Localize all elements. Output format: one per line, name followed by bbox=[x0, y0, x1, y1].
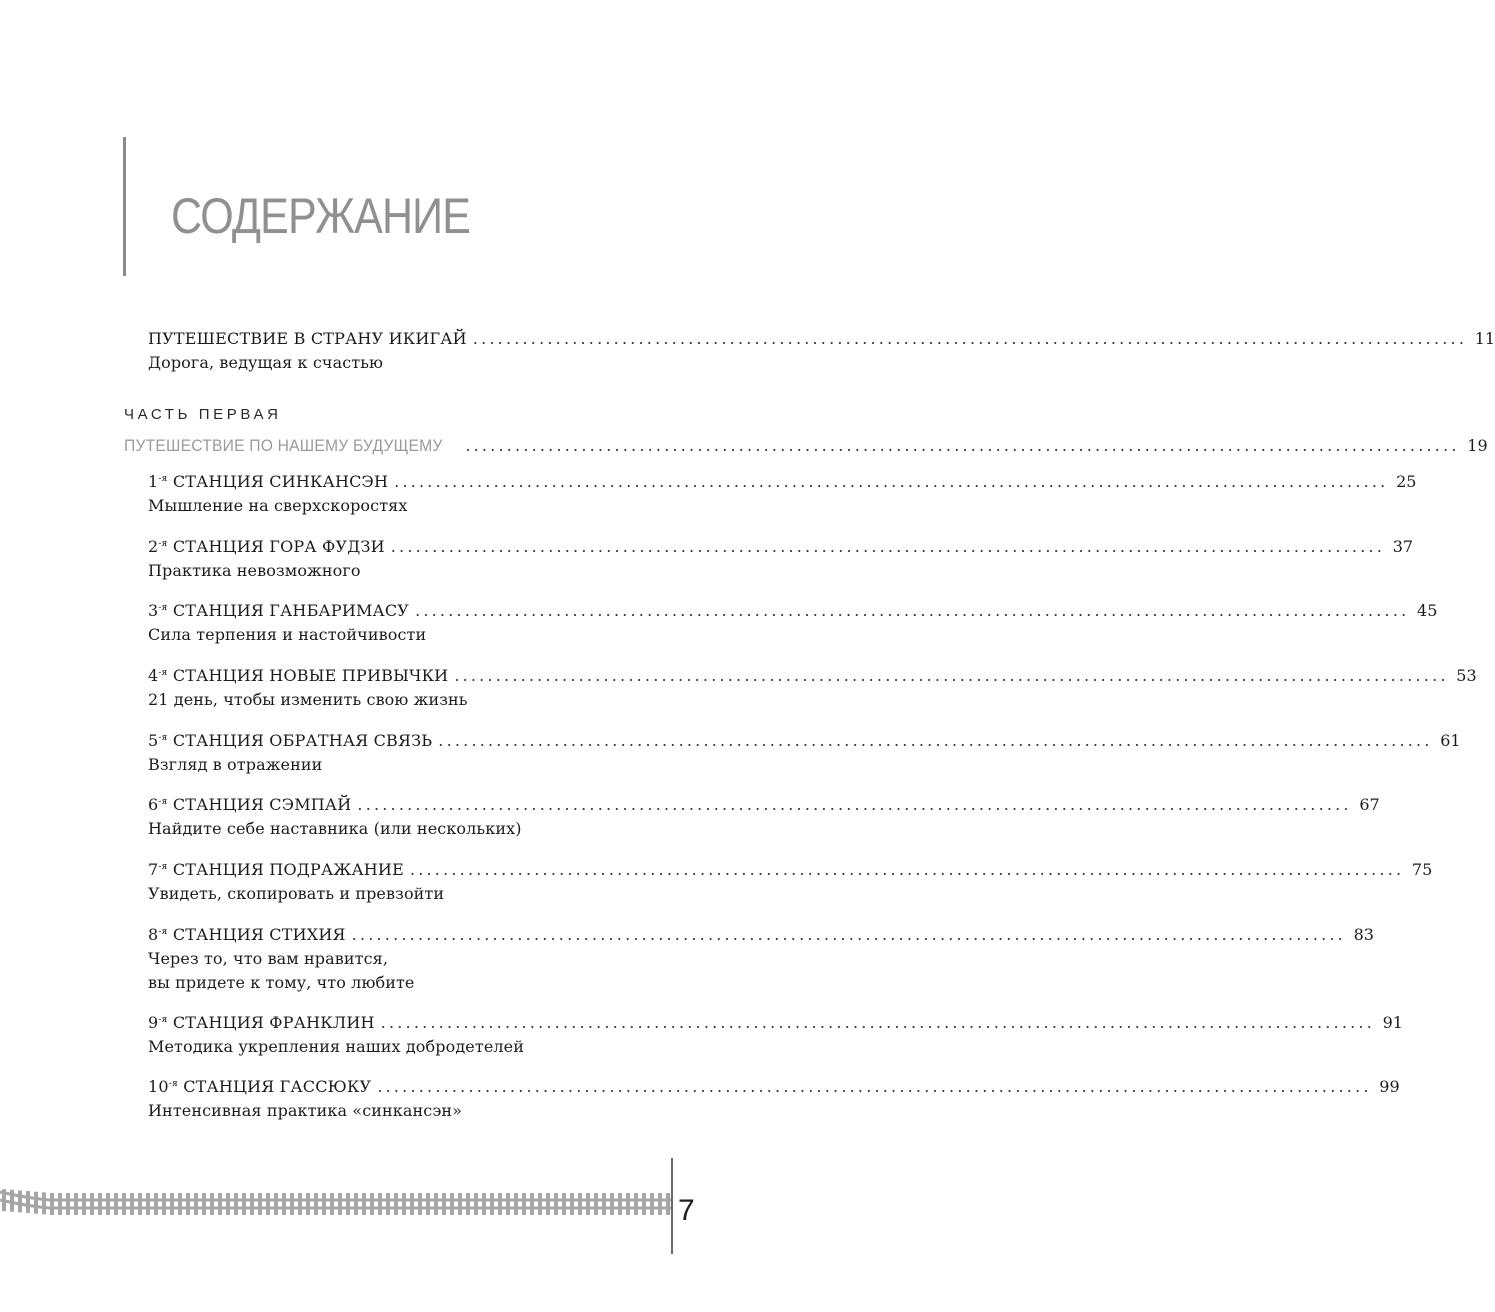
station-title: $1^{-я}$ СТАНЦИЯ СИНКАНСЭН bbox=[148, 472, 389, 491]
station-page: 25 bbox=[1396, 472, 1417, 491]
station-title: $8^{-я}$ СТАНЦИЯ СТИХИЯ bbox=[148, 925, 346, 944]
dot-leader: ........................................................................................................................ bbox=[415, 601, 1410, 620]
toc-entry-station[interactable] bbox=[148, 923, 1374, 995]
page-number: 7 bbox=[678, 1194, 695, 1227]
station-title: $6^{-я}$ СТАНЦИЯ СЭМПАЙ bbox=[148, 795, 352, 814]
station-subtitle: Увидеть, скопировать и превзойти bbox=[148, 884, 445, 903]
station-page: 75 bbox=[1411, 860, 1433, 879]
station-page: 61 bbox=[1440, 731, 1461, 750]
dot-leader: ........................................................................................................................ bbox=[394, 472, 1389, 491]
station-subtitle: Через то, что вам нравится, bbox=[148, 949, 389, 968]
station-title: $3^{-я}$ СТАНЦИЯ ГАНБАРИМАСУ bbox=[148, 601, 410, 620]
station-subtitle: Найдите себе наставника (или нескольких) bbox=[148, 819, 522, 838]
station-page: 45 bbox=[1417, 601, 1438, 620]
page-number-rule bbox=[671, 1158, 673, 1254]
dot-leader: ........................................................................................................................ bbox=[409, 860, 1405, 879]
railway-track-icon bbox=[0, 1180, 672, 1230]
station-title: $4^{-я}$ СТАНЦИЯ НОВЫЕ ПРИВЫЧКИ bbox=[148, 666, 449, 685]
station-title: $10^{-я}$ СТАНЦИЯ ГАССЮКУ bbox=[148, 1077, 372, 1096]
station-subtitle: Взгляд в отражении bbox=[148, 755, 323, 774]
part-title: ПУТЕШЕСТВИЕ ПО НАШЕМУ БУДУЩЕМУ bbox=[124, 437, 443, 455]
dot-leader: ........................................................................................................................ bbox=[465, 436, 1460, 455]
toc-entry-station[interactable] bbox=[148, 470, 1417, 518]
toc-entry-page: 11 bbox=[1474, 329, 1495, 348]
toc-entry-station[interactable] bbox=[148, 858, 1433, 906]
toc-entry-station[interactable] bbox=[148, 535, 1414, 583]
station-subtitle: Методика укрепления наших добродетелей bbox=[148, 1037, 524, 1056]
station-title: $7^{-я}$ СТАНЦИЯ ПОДРАЖАНИЕ bbox=[148, 860, 404, 879]
toc-entry-station[interactable] bbox=[148, 1011, 1403, 1059]
toc-entry-station[interactable] bbox=[148, 729, 1461, 777]
station-subtitle: Сила терпения и настойчивости bbox=[148, 625, 427, 644]
page-title: СОДЕРЖАНИЕ bbox=[171, 188, 471, 244]
part-label: ЧАСТЬ ПЕРВАЯ bbox=[124, 406, 282, 423]
station-page: 99 bbox=[1379, 1077, 1400, 1096]
station-subtitle: Мышление на сверхскоростях bbox=[148, 496, 408, 515]
dot-leader: ........................................................................................................................ bbox=[390, 537, 1386, 556]
toc-entry-station[interactable] bbox=[148, 599, 1438, 647]
dot-leader: ........................................................................................................................ bbox=[377, 1077, 1372, 1096]
dot-leader: ........................................................................................................................ bbox=[438, 731, 1433, 750]
station-subtitle: вы придете к тому, что любите bbox=[148, 973, 415, 992]
title-vertical-rule bbox=[123, 137, 126, 276]
station-page: 37 bbox=[1392, 537, 1414, 556]
station-page: 83 bbox=[1353, 925, 1374, 944]
station-page: 53 bbox=[1456, 666, 1477, 685]
dot-leader: ........................................................................................................................ bbox=[357, 795, 1352, 814]
station-subtitle: Интенсивная практика «синкансэн» bbox=[148, 1101, 463, 1120]
dot-leader: ........................................................................................................................ bbox=[351, 925, 1346, 944]
station-title: $9^{-я}$ СТАНЦИЯ ФРАНКЛИН bbox=[148, 1013, 375, 1032]
toc-entry-intro[interactable] bbox=[148, 327, 1495, 375]
station-title: $5^{-я}$ СТАНЦИЯ ОБРАТНАЯ СВЯЗЬ bbox=[148, 731, 433, 750]
station-page: 91 bbox=[1382, 1013, 1403, 1032]
station-subtitle: 21 день, чтобы изменить свою жизнь bbox=[148, 690, 468, 709]
dot-leader: ........................................................................................................................ bbox=[472, 329, 1468, 348]
toc-entry-station[interactable] bbox=[148, 664, 1477, 712]
station-page: 67 bbox=[1359, 795, 1380, 814]
dot-leader: ........................................................................................................................ bbox=[380, 1013, 1375, 1032]
part-page: 19 bbox=[1467, 436, 1488, 455]
dot-leader: ........................................................................................................................ bbox=[454, 666, 1449, 685]
toc-entry-subtitle: Дорога, ведущая к счастью bbox=[148, 353, 384, 372]
toc-entry-station[interactable] bbox=[148, 1075, 1400, 1123]
station-title: $2^{-я}$ СТАНЦИЯ ГОРА ФУДЗИ bbox=[148, 537, 385, 556]
station-subtitle: Практика невозможного bbox=[148, 561, 361, 580]
toc-entry-station[interactable] bbox=[148, 793, 1380, 841]
toc-entry-part[interactable] bbox=[124, 434, 1488, 458]
toc-entry-title: ПУТЕШЕСТВИЕ В СТРАНУ ИКИГАЙ bbox=[148, 329, 467, 348]
